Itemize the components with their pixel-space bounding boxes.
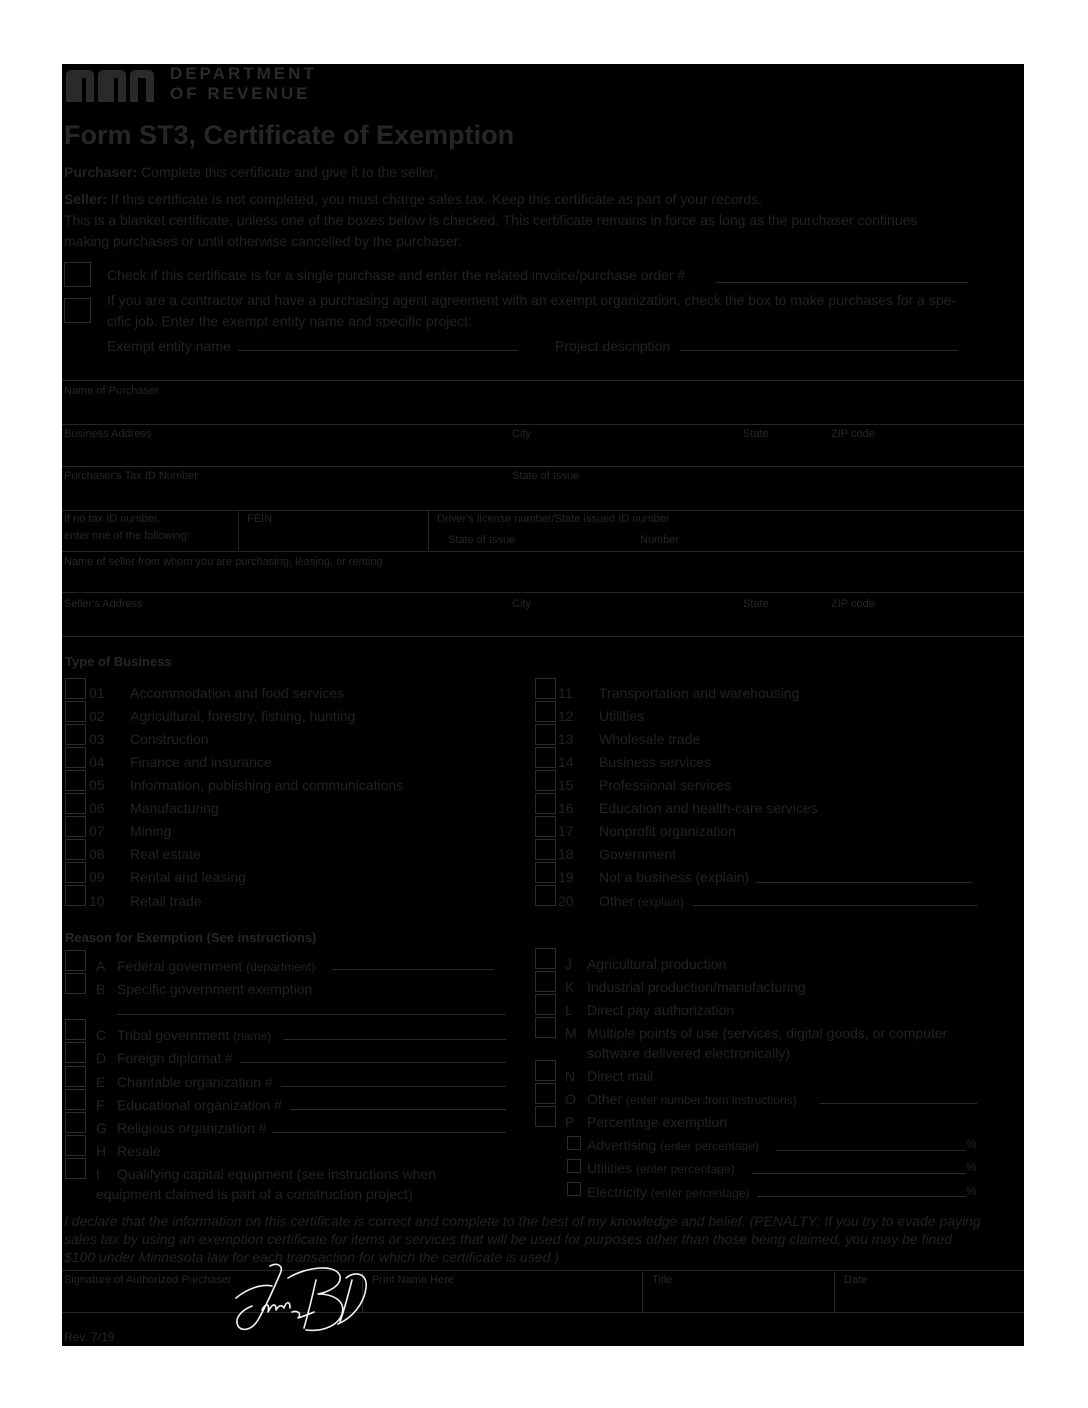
percentage-label xyxy=(587,1137,759,1153)
divider xyxy=(62,1270,1024,1271)
state-of-issue-label: State of Issue xyxy=(512,470,580,482)
percentage-note: (enter percentage) xyxy=(650,1186,750,1200)
revision-label: Rev. 7/19 xyxy=(64,1330,115,1344)
business-type-checkbox[interactable] xyxy=(65,747,86,768)
business-type-checkbox[interactable] xyxy=(535,724,556,745)
electricity-percent-field[interactable] xyxy=(757,1196,966,1197)
exemption-letter: H xyxy=(96,1143,107,1159)
business-type-checkbox[interactable] xyxy=(535,793,556,814)
zip-field[interactable] xyxy=(831,442,1021,464)
exemption-letter: C xyxy=(96,1027,107,1043)
exemption-checkbox[interactable] xyxy=(65,1158,86,1179)
advertising-percent-field[interactable] xyxy=(776,1150,966,1151)
tax-id-field[interactable] xyxy=(64,484,504,506)
exemption-checkbox[interactable] xyxy=(535,1060,556,1081)
exemption-label: Direct pay authorization xyxy=(587,1002,735,1018)
business-type-label: Accommodation and food services xyxy=(130,685,344,701)
exemption-letter: M xyxy=(565,1025,577,1041)
percentage-checkbox[interactable] xyxy=(567,1136,581,1150)
business-type-label: Construction xyxy=(130,731,209,747)
business-type-label: Rental and leasing xyxy=(130,869,246,885)
exemption-label-text: Federal government xyxy=(117,958,243,974)
federal-department-field[interactable] xyxy=(332,969,494,970)
business-type-checkbox[interactable] xyxy=(65,724,86,745)
signature-label: Signature of Authorized Purchaser xyxy=(64,1274,232,1286)
business-type-code: 05 xyxy=(89,777,105,793)
divider xyxy=(642,1270,643,1312)
business-type-label: Utilities xyxy=(599,708,645,724)
tribal-name-field[interactable] xyxy=(284,1039,506,1040)
divider xyxy=(62,636,1024,637)
name-of-purchaser-label: Name of Purchaser xyxy=(64,385,159,397)
business-type-checkbox[interactable] xyxy=(65,701,86,722)
project-description-label: Project description xyxy=(555,338,671,354)
exemption-label-line-2: software delivered electronically) xyxy=(587,1045,791,1061)
divider xyxy=(62,551,1024,552)
exemption-label: Religious organization # xyxy=(117,1120,267,1136)
business-type-code: 09 xyxy=(89,869,105,885)
business-type-code: 15 xyxy=(558,777,574,793)
business-type-code: 20 xyxy=(558,893,574,909)
exemption-checkbox[interactable] xyxy=(65,1019,86,1040)
percentage-checkbox[interactable] xyxy=(567,1159,581,1173)
business-type-code: 17 xyxy=(558,823,574,839)
business-type-label: Manufacturing xyxy=(130,800,219,816)
exemption-label: Charitable organization # xyxy=(117,1074,273,1090)
exemption-checkbox[interactable] xyxy=(65,950,86,971)
business-type-checkbox[interactable] xyxy=(535,701,556,722)
divider xyxy=(62,380,1024,381)
reason-for-exemption-heading: Reason for Exemption (See instructions) xyxy=(65,930,317,945)
seller-city-label: City xyxy=(512,598,531,610)
business-type-code: 01 xyxy=(89,685,105,701)
exemption-label xyxy=(117,1027,271,1043)
percent-sign: % xyxy=(966,1160,977,1174)
business-type-checkbox[interactable] xyxy=(65,816,86,837)
fein-field[interactable] xyxy=(247,528,422,548)
single-purchase-label: Check if this certificate is for a single purchase and enter the related invoice/purchase order # xyxy=(107,267,686,283)
business-type-code: 08 xyxy=(89,846,105,862)
exemption-checkbox[interactable] xyxy=(535,948,556,969)
exemption-note: (name) xyxy=(233,1029,272,1043)
business-type-checkbox[interactable] xyxy=(535,862,556,883)
city-label: City xyxy=(512,428,531,440)
business-type-label: Nonprofit organization xyxy=(599,823,736,839)
charitable-number-field[interactable] xyxy=(281,1086,506,1087)
exemption-note: (department) xyxy=(246,960,315,974)
business-type-checkbox[interactable] xyxy=(65,793,86,814)
seller-name-label: Name of seller from whom you are purchasing, leasing, or renting xyxy=(64,556,383,568)
seller-instruction xyxy=(64,191,762,207)
exemption-letter: A xyxy=(96,958,106,974)
business-type-label: Real estate xyxy=(130,846,201,862)
not-a-business-explain-field[interactable] xyxy=(756,882,972,883)
handwritten-signature[interactable] xyxy=(228,1258,378,1336)
seller-state-field[interactable] xyxy=(743,612,823,634)
zip-label: ZIP code xyxy=(831,428,875,440)
exemption-label: Agricultural production xyxy=(587,956,727,972)
drivers-license-label: Driver's license number/State issued ID number xyxy=(437,513,670,525)
business-type-code: 02 xyxy=(89,708,105,724)
divider xyxy=(62,1312,1024,1313)
department-line-1: DEPARTMENT xyxy=(170,64,317,83)
date-field[interactable] xyxy=(844,1288,1020,1310)
business-type-label: Transportation and warehousing xyxy=(599,685,800,701)
business-type-checkbox[interactable] xyxy=(535,839,556,860)
blanket-line-2: making purchases or until otherwise cancelled by the purchaser. xyxy=(64,233,462,249)
exemption-label: Industrial production/manufacturing xyxy=(587,979,806,995)
type-of-business-heading: Type of Business xyxy=(65,654,172,669)
other-explain-field[interactable] xyxy=(693,905,977,906)
exemption-checkbox[interactable] xyxy=(65,1066,86,1087)
exemption-label: Specific government exemption xyxy=(117,981,313,997)
seller-zip-field[interactable] xyxy=(831,612,1021,634)
percentage-label-text: Utilities xyxy=(587,1160,633,1176)
seller-address-field[interactable] xyxy=(64,612,504,634)
business-address-label: Business Address xyxy=(64,428,152,440)
print-name-field[interactable] xyxy=(372,1288,634,1310)
declaration-line-3: $100 under Minnesota law for each transaction for which the certificate is used.) xyxy=(64,1249,559,1265)
no-tax-id-line-1: If no tax ID number, xyxy=(64,513,160,525)
business-type-code: 12 xyxy=(558,708,574,724)
business-type-checkbox[interactable] xyxy=(535,770,556,791)
other-number-field[interactable] xyxy=(820,1103,977,1104)
exemption-letter: N xyxy=(565,1068,576,1084)
percentage-label-text: Electricity xyxy=(587,1184,647,1200)
business-type-code: 10 xyxy=(89,893,105,909)
business-type-code: 06 xyxy=(89,800,105,816)
fein-label: FEIN xyxy=(247,513,273,525)
exemption-label-line-2: equipment claimed is part of a construction project) xyxy=(96,1186,413,1202)
diplomat-number-field[interactable] xyxy=(240,1062,506,1063)
divider xyxy=(62,592,1024,593)
print-name-label: Print Name Here xyxy=(372,1274,454,1286)
name-of-purchaser-field[interactable] xyxy=(64,398,1022,422)
exemption-label: Qualifying capital equipment (see instructions when xyxy=(117,1166,437,1182)
business-type-label: Finance and insurance xyxy=(130,754,272,770)
seller-name-field[interactable] xyxy=(64,570,1022,590)
business-type-code: 16 xyxy=(558,800,574,816)
seller-state-label: State xyxy=(743,598,769,610)
exemption-checkbox[interactable] xyxy=(535,1106,556,1127)
exemption-label: Percentage exemption xyxy=(587,1114,728,1130)
seller-zip-label: ZIP code xyxy=(831,598,875,610)
divider xyxy=(62,510,1024,511)
utilities-percent-field[interactable] xyxy=(752,1173,966,1174)
exemption-label-text: Other xyxy=(587,1091,623,1107)
exemption-checkbox[interactable] xyxy=(65,1042,86,1063)
exemption-label xyxy=(117,958,315,974)
business-type-code: 19 xyxy=(558,869,574,885)
business-type-checkbox[interactable] xyxy=(535,678,556,699)
percentage-label-text: Advertising xyxy=(587,1137,657,1153)
divider xyxy=(834,1270,835,1312)
exemption-letter: E xyxy=(96,1074,106,1090)
exemption-label: Direct mail xyxy=(587,1068,654,1084)
purchaser-label: Purchaser: xyxy=(64,164,138,180)
state-field[interactable] xyxy=(743,442,823,464)
declaration-line-2: sales tax by using an exemption certificate for items or services that will be used for purposes other than those being claimed, you may be fined xyxy=(64,1231,952,1247)
exemption-label-text: Tribal government xyxy=(117,1027,230,1043)
exemption-checkbox[interactable] xyxy=(65,1112,86,1133)
educational-number-field[interactable] xyxy=(290,1109,506,1110)
business-type-label: Professional services xyxy=(599,777,732,793)
business-type-label: Retail trade xyxy=(130,893,202,909)
project-description-field[interactable] xyxy=(680,350,958,351)
blanket-line-1: This is a blanket certificate, unless one of the boxes below is checked. This certificate remains in force as long as the purchaser continues xyxy=(64,212,918,228)
title-field[interactable] xyxy=(652,1288,828,1310)
exempt-entity-field[interactable] xyxy=(238,350,518,351)
specific-exemption-field[interactable] xyxy=(117,1014,505,1015)
divider xyxy=(238,510,239,550)
business-type-label: Agricultural, forestry, fishing, hunting xyxy=(130,708,356,724)
business-type-label: Government xyxy=(599,846,677,862)
date-label: Date xyxy=(844,1274,868,1286)
contractor-checkbox[interactable] xyxy=(64,298,91,323)
divider xyxy=(62,424,1024,425)
title-label: Title xyxy=(652,1274,673,1286)
exemption-checkbox[interactable] xyxy=(535,1083,556,1104)
business-type-label: Information, publishing and communications xyxy=(130,777,404,793)
exemption-note: (enter number from instructions) xyxy=(625,1093,797,1107)
no-tax-id-line-2: enter one of the following: xyxy=(64,530,190,542)
business-type-code: 04 xyxy=(89,754,105,770)
business-type-code: 11 xyxy=(558,685,573,701)
exemption-label: Resale xyxy=(117,1143,161,1159)
seller-city-field[interactable] xyxy=(512,612,737,634)
business-type-checkbox[interactable] xyxy=(65,770,86,791)
exemption-letter: D xyxy=(96,1050,107,1066)
mn-logo xyxy=(64,66,156,104)
declaration-line-1: I declare that the information on this certificate is correct and complete to the best of my knowledge and belief. (PENALTY: If you try to evade paying xyxy=(64,1213,981,1229)
seller-label: Seller: xyxy=(64,191,107,207)
business-type-label: Education and health-care services xyxy=(599,800,818,816)
business-type-checkbox[interactable] xyxy=(65,862,86,883)
contractor-line-2: cific job. Enter the exempt entity name and specific project: xyxy=(107,313,472,329)
dl-state-of-issue-label: State of Issue xyxy=(448,534,516,546)
business-type-checkbox[interactable] xyxy=(535,747,556,768)
divider xyxy=(428,510,429,550)
exemption-checkbox[interactable] xyxy=(65,973,86,994)
exemption-letter: J xyxy=(565,956,572,972)
exemption-label: Foreign diplomat # xyxy=(117,1050,233,1066)
exemption-letter: O xyxy=(565,1091,576,1107)
form-title: Form ST3, Certificate of Exemption xyxy=(64,120,515,150)
exemption-letter: K xyxy=(565,979,575,995)
percentage-label xyxy=(587,1184,750,1200)
exemption-letter: I xyxy=(96,1166,100,1182)
state-of-issue-field[interactable] xyxy=(512,484,1020,506)
exemption-letter: F xyxy=(96,1097,105,1113)
percentage-checkbox[interactable] xyxy=(567,1182,581,1196)
business-type-code: 07 xyxy=(89,823,105,839)
exemption-letter: P xyxy=(565,1114,575,1130)
exemption-letter: L xyxy=(565,1002,573,1018)
exemption-checkbox[interactable] xyxy=(535,971,556,992)
percentage-note: (enter percentage) xyxy=(636,1162,735,1176)
contractor-line-1: If you are a contractor and have a purchasing agent agreement with an exempt organization, check the box to make purchases for a spe- xyxy=(107,292,957,308)
seller-address-label: Seller's Address xyxy=(64,598,143,610)
business-type-label: Mining xyxy=(130,823,172,839)
department-line-2: OF REVENUE xyxy=(170,84,311,103)
business-type-checkbox[interactable] xyxy=(535,816,556,837)
exemption-letter: G xyxy=(96,1120,107,1136)
dl-number-label: Number xyxy=(640,534,680,546)
exemption-checkbox[interactable] xyxy=(65,1135,86,1156)
business-type-note: (explain) xyxy=(637,895,684,909)
business-address-field[interactable] xyxy=(64,442,504,464)
exemption-label xyxy=(587,1091,797,1107)
state-label: State xyxy=(743,428,769,440)
business-type-label: Wholesale trade xyxy=(599,731,701,747)
exemption-label: Multiple points of use (services, digital goods, or computer xyxy=(587,1025,948,1041)
business-type-checkbox[interactable] xyxy=(535,885,556,906)
business-type-checkbox[interactable] xyxy=(65,885,86,906)
business-type-checkbox[interactable] xyxy=(65,839,86,860)
percent-sign: % xyxy=(966,1184,977,1198)
invoice-number-field[interactable] xyxy=(716,282,968,283)
percentage-note: (enter percentage) xyxy=(660,1139,759,1153)
percentage-label xyxy=(587,1160,735,1176)
business-type-label: Business services xyxy=(599,754,712,770)
business-type-checkbox[interactable] xyxy=(65,678,86,699)
exemption-checkbox[interactable] xyxy=(535,1017,556,1038)
purchaser-instruction xyxy=(64,164,438,180)
single-purchase-checkbox[interactable] xyxy=(64,262,91,287)
business-type-label xyxy=(599,893,684,909)
business-type-code: 18 xyxy=(558,846,574,862)
tax-id-label: Purchaser's Tax ID Number xyxy=(64,470,198,482)
business-type-label-text: Other xyxy=(599,893,635,909)
exemption-label: Educational organization # xyxy=(117,1097,283,1113)
seller-text: If this certificate is not completed, you must charge sales tax. Keep this certificate as part of your records. xyxy=(110,191,762,207)
divider xyxy=(62,466,1024,467)
city-field[interactable] xyxy=(512,442,737,464)
exempt-entity-label: Exempt entity name xyxy=(107,338,231,354)
business-type-code: 13 xyxy=(558,731,574,747)
religious-number-field[interactable] xyxy=(273,1132,506,1133)
business-type-code: 03 xyxy=(89,731,105,747)
business-type-label: Not a business (explain) xyxy=(599,869,750,885)
exemption-checkbox[interactable] xyxy=(65,1089,86,1110)
percent-sign: % xyxy=(966,1137,977,1151)
exemption-checkbox[interactable] xyxy=(535,994,556,1015)
purchaser-text: Complete this certificate and give it to the seller. xyxy=(141,164,438,180)
business-type-code: 14 xyxy=(558,754,574,770)
exemption-letter: B xyxy=(96,981,106,997)
